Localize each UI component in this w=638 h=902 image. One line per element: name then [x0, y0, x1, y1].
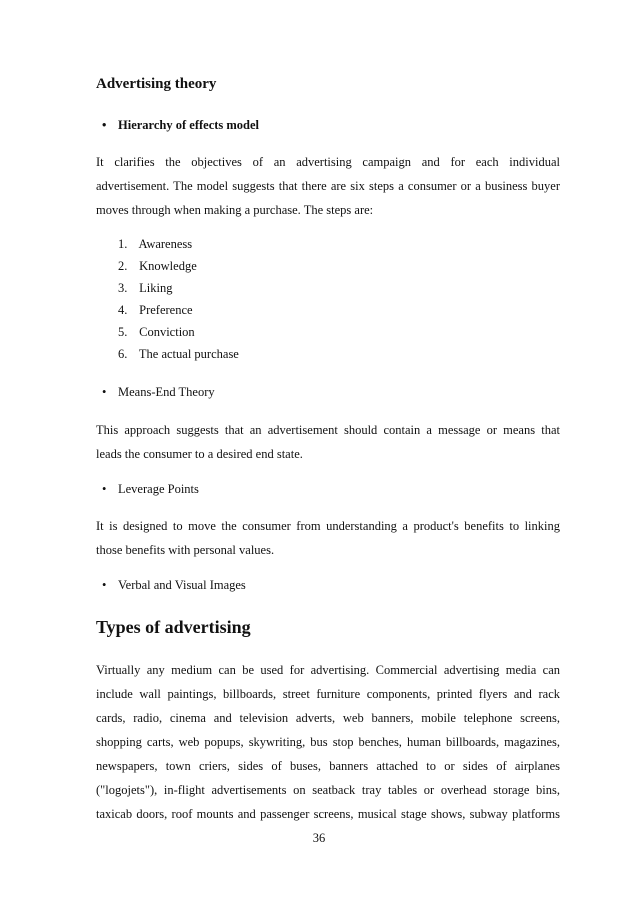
- bullet-icon: •: [102, 118, 107, 132]
- paragraph-line: It clarifies the objectives of an advertising campaign and for each individual: [96, 155, 560, 169]
- paragraph-types-of-advertising: [96, 658, 560, 826]
- paragraph-line: include wall paintings, billboards, street furniture components, printed flyers and rack: [96, 687, 560, 701]
- bullet-icon: •: [102, 578, 107, 592]
- list-item: [118, 277, 239, 299]
- bullet-icon: •: [102, 385, 107, 399]
- paragraph-line: This approach suggests that an advertisement should contain a message or means that: [96, 423, 560, 437]
- list-item: [118, 299, 239, 321]
- heading-types-of-advertising: Types of advertising: [96, 617, 251, 637]
- bullet-verbal-visual: [102, 578, 246, 593]
- page-number: 36: [312, 831, 326, 845]
- paragraph-line: newspapers, town criers, sides of buses, banners attached to or sides of airplanes: [96, 759, 560, 773]
- list-item-number: 1.: [118, 237, 128, 251]
- bullet-label: Hierarchy of effects model: [118, 118, 260, 132]
- paragraph-line: advertisement. The model suggests that there are six steps a consumer or a business buyer: [96, 179, 560, 193]
- list-item-number: 6.: [118, 347, 128, 361]
- list-item-number: 4.: [118, 303, 128, 317]
- paragraph-line: Virtually any medium can be used for advertising. Commercial advertising media can: [96, 663, 560, 677]
- paragraph-line: those benefits with personal values.: [96, 543, 275, 557]
- bullet-label: Verbal and Visual Images: [118, 578, 246, 592]
- list-item-number: 2.: [118, 259, 128, 273]
- bullet-hierarchy-of-effects: [102, 118, 260, 133]
- bullet-leverage-points: [102, 482, 199, 497]
- list-item-text: Preference: [139, 303, 193, 317]
- list-item-text: Awareness: [138, 237, 193, 251]
- list-item-text: Conviction: [139, 325, 195, 339]
- list-item-text: Liking: [139, 281, 173, 295]
- list-item: [118, 233, 239, 255]
- steps-list: [118, 233, 239, 365]
- paragraph-line: taxicab doors, roof mounts and passenger screens, musical stage shows, subway platforms: [96, 807, 560, 821]
- list-item-text: The actual purchase: [138, 347, 239, 361]
- list-item-text: Knowledge: [139, 259, 197, 273]
- paragraph-line: ("logojets"), in-flight advertisements on seatback tray tables or overhead storage bins,: [96, 783, 560, 797]
- list-item: [118, 321, 239, 343]
- list-item: [118, 255, 239, 277]
- list-item-number: 3.: [118, 281, 128, 295]
- paragraph-line: It is designed to move the consumer from understanding a product's benefits to linking: [96, 519, 560, 533]
- bullet-label: Leverage Points: [118, 482, 199, 496]
- bullet-means-end-theory: [102, 385, 215, 400]
- bullet-label: Means-End Theory: [118, 385, 215, 399]
- paragraph-hierarchy-description: [96, 150, 560, 222]
- list-item: [118, 343, 239, 365]
- paragraph-line: cards, radio, cinema and television adverts, web banners, mobile telephone screens,: [96, 711, 560, 725]
- bullet-icon: •: [102, 482, 107, 496]
- paragraph-line: shopping carts, web popups, skywriting, bus stop benches, human billboards, magazines,: [96, 735, 560, 749]
- paragraph-means-end: [96, 418, 560, 466]
- heading-advertising-theory: Advertising theory: [96, 76, 217, 92]
- paragraph-line: leads the consumer to a desired end state.: [96, 447, 303, 461]
- paragraph-leverage: [96, 514, 560, 562]
- paragraph-line: moves through when making a purchase. The steps are:: [96, 203, 374, 217]
- list-item-number: 5.: [118, 325, 128, 339]
